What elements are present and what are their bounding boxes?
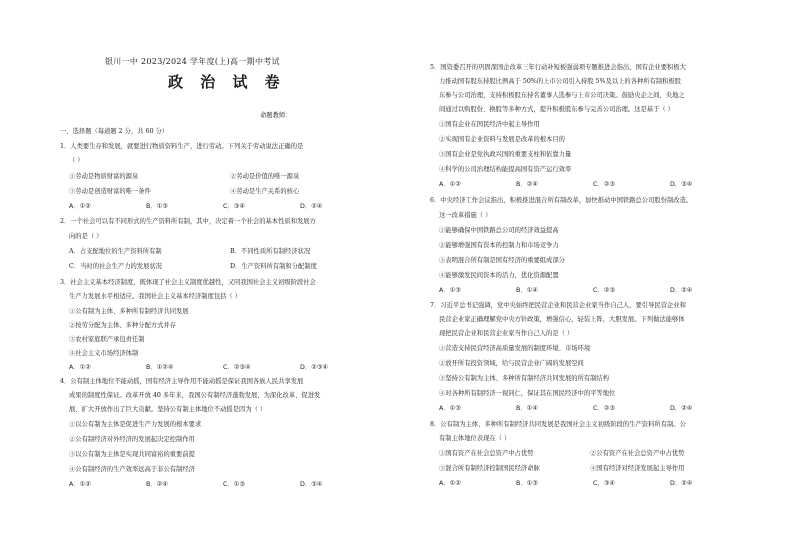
option: ②公有制经济对外经济的发展起决定控制作用 (69, 436, 195, 443)
option: ②公有资产在社会总资产中占优势 (590, 450, 685, 457)
option: A．占支配地位的生产资料所有制 (69, 248, 162, 255)
question-stem-line: 东参与公司治理，支持积极股东持名董事人选参与上市公司决策。鼓励央企之间、央地之 (439, 92, 685, 99)
answer-choice: B．①④ (516, 287, 538, 294)
option: ①劳动是物质财富的源泉 (69, 173, 139, 180)
answer-choice: D．③④ (300, 481, 323, 488)
answer-choice: B．②④ (146, 481, 168, 488)
answer-choice: A．①③ (439, 405, 461, 412)
answer-choice: C．②③ (593, 181, 615, 188)
option: C．当时的社会生产力的发展状况 (69, 263, 162, 270)
answer-choice: A．①② (69, 203, 91, 210)
option: ③表明混合所有制是国有经济的重要组成部分 (439, 257, 565, 264)
option: ③国有企业是党执政兴国的重要支柱和依靠力量 (439, 151, 572, 158)
question-stem-line: 6．中央经济工作会议指出，积极推进混合所有制改革，加快推动中国铁路总公司股份制改造。 (430, 197, 693, 204)
answer-choice: B．①③ (146, 203, 168, 210)
answer-choice: D．②④ (670, 480, 693, 487)
question-stem-line: （ ） (69, 157, 84, 164)
question-stem-line: 5．国资委召开的巩固深国企改革三年行动补短板强弱项专题推进会指出，国有企业要积极大 (430, 64, 686, 71)
answer-choice: A．①② (69, 364, 91, 371)
answer-choice: C．②③ (593, 287, 615, 294)
question-stem-line: 3．社会主义基本经济制度，既体现了社会主义制度优越性，又同我国社会主义初级阶段社会 (60, 279, 316, 286)
option: ①能够确保中国铁路总公司的经济效益提高 (439, 227, 559, 234)
option: ②能够增强国有资本的控制力和市场竞争力 (439, 242, 559, 249)
page-title: 政 治 试 卷 (168, 73, 286, 91)
option: ③劳动是创造财富的唯一条件 (69, 188, 151, 195)
answer-choice: D．③④ (670, 181, 693, 188)
option: ④社会主义市场经济体制 (69, 350, 139, 357)
section-heading: 一、选择题（每道题 2 分，共 60 分） (60, 128, 169, 135)
answer-choice: B．②④ (516, 181, 538, 188)
question-stem-line: 成果的制度性保证。改革开放 40 多年来，我国公有制经济蓬勃发展，为深化改革、促进发 (69, 392, 321, 399)
option: ③以公有制为主体是实现共同富裕的重要前提 (69, 451, 195, 458)
question-stem-line: 7．习近平总书记强调，党中央始终把民营企业和民营企业家当作自己人，要引导民营企业和 (430, 302, 686, 309)
option: ③混合所有制经济控制国民经济命脉 (439, 465, 540, 472)
option: ④科学的公司治理结构能提高国有资产运行效率 (439, 166, 572, 173)
option: ②按劳分配为主体、多种分配方式并存 (69, 322, 177, 329)
question-stem-line: 展、扩大开放作出了巨大贡献。坚持公有制主体地位不动摇是因为（ ） (69, 406, 267, 413)
option: ④对各种所有制经济一视同仁，保证其在国民经济中的平等地位 (439, 390, 616, 397)
question-stem-line: 生产力发展水平相适应。我国社会主义基本经济制度包括（ ） (69, 293, 242, 300)
answer-choice: A．①③ (439, 287, 461, 294)
answer-choice: B．①②④ (146, 364, 174, 371)
option: ④劳动是生产关系的核心 (230, 188, 300, 195)
option: ②放开所有投资领域，给与民营企业广阔的发展空间 (439, 360, 584, 367)
answer-choice: A．①② (439, 181, 461, 188)
option: ①营造支持民营经济高质量发展的制度环境、市场环境 (439, 345, 591, 352)
question-stem-line: 有制主体地位表现在（ ） (439, 435, 511, 442)
answer-choice: C．①③ (223, 481, 245, 488)
answer-choice: A．①② (439, 480, 461, 487)
option: ①公有制为主体、多种所有制经济共同发展 (69, 308, 189, 315)
question-stem-line: 民营企业家正确理解党中央方针政策，增强信心，轻装上阵，大胆发展。下列做法能够体 (439, 316, 685, 323)
option: ②实现国有企业资料与发展是改革的根本目的 (439, 136, 565, 143)
answer-choice: D．②④ (670, 405, 693, 412)
question-stem-line: 这一改革措施（ ） (439, 212, 492, 219)
option: ①以公有制为主体是促进生产力发展的根本要求 (69, 421, 202, 428)
option: ③坚持公有制为主体、多种所有制经济共同发展的所有制结构 (439, 375, 610, 382)
answer-choice: D．②③④ (300, 364, 329, 371)
option: ①国有资产在社会总资产中占优势 (439, 450, 534, 457)
question-stem-line: 现把民营企业和民营企业家当作自己人的是（ ） (439, 330, 574, 337)
option: ①国有企业在国民经济中起主导作用 (439, 121, 540, 128)
option: ③农村家庭联产承包责任制 (69, 336, 145, 343)
author-label: 命题教师： (260, 112, 292, 119)
question-stem-line: 4．公有制主体地位不能动摇，国有经济主导作用不能动摇是保证我国各族人民共享发展 (60, 378, 304, 385)
option: ②劳动是价值的唯一源泉 (230, 173, 300, 180)
question-stem-line: 1．人类要生存和发展，就要进行物质资料生产，进行劳动。下列关于劳动说法正确的是 (60, 143, 304, 150)
answer-choice: C．②③ (593, 405, 615, 412)
option: D．生产资料所有制和分配制度 (230, 263, 317, 270)
option: ④能够激发民间资本的活力，优化资源配置 (439, 272, 559, 279)
question-stem-line: 间通过以购股份、换股等多种方式，提升积极股东参与完善公司治理。这是基于（ ） (439, 106, 674, 113)
answer-choice: D．②④ (670, 287, 693, 294)
question-stem-line: 2．一个社会可以有不同形式的生产资料所有制，其中，决定着一个社会的基本性质和发展方 (60, 218, 316, 225)
answer-choice: B．①③ (516, 480, 538, 487)
answer-choice: A．①② (69, 481, 91, 488)
option: ④国有经济对经济发展起主导作用 (590, 465, 685, 472)
school-line: 银川一中 2023/2024 学年度(上)高一期中考试 (105, 57, 280, 66)
answer-choice: C．③④ (223, 203, 245, 210)
question-stem-line: 8．公有制为主体、多种所有制经济共同发展是我国社会主义初级阶段的生产资料所有制。公 (430, 421, 686, 428)
option: B．不同性质所有制经济状况 (230, 248, 311, 255)
question-stem-line: 向的是（ ） (69, 233, 103, 240)
answer-choice: C．③④ (593, 480, 615, 487)
answer-choice: C．②③④ (223, 364, 251, 371)
question-stem-line: 力推动国有股东持股比例高于 50%的上市公司引入持股 5%及以上的各种所有制积极股 (439, 78, 682, 85)
answer-choice: D．②④ (300, 203, 323, 210)
answer-choice: B．①④ (516, 405, 538, 412)
option: ④公有制经济的生产效率远高于非公有制经济 (69, 466, 195, 473)
